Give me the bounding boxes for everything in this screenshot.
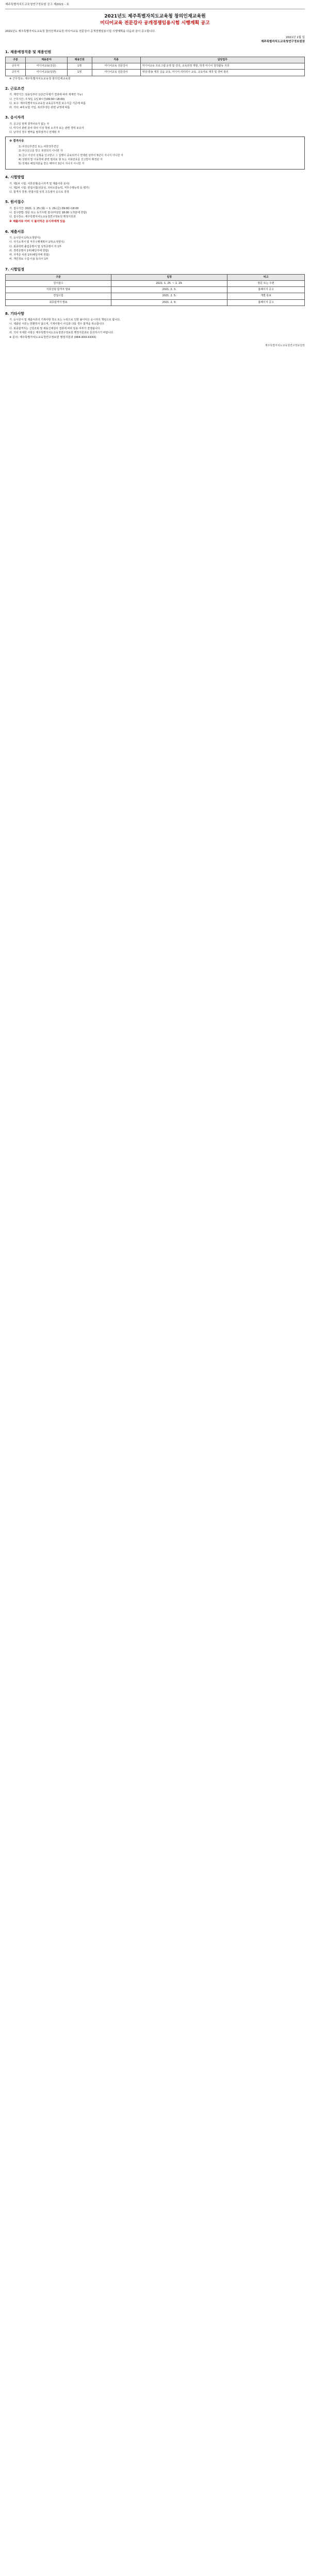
table-cell: 미디어교육 전문강사 bbox=[92, 63, 140, 70]
warning-note: ※ 제출서류 미비 시 불이익은 응시자에게 있음 bbox=[9, 220, 66, 224]
list-item: 가. 공고일 현재 결격사유가 없는 자 bbox=[9, 122, 50, 126]
table-cell: 홈페이지 공고 bbox=[227, 287, 305, 293]
table-cell: 미디어교육 프로그램 운영 및 강의, 교육과정 개발, 학생 미디어 창작활동 지원 bbox=[140, 63, 304, 70]
schedule-table bbox=[5, 274, 305, 306]
table-cell: 미디어교육 전문강사 bbox=[92, 70, 140, 76]
list-item: 나. 접수방법: 방문 또는 등기우편 접수(마감일 18:00 도착분에 한함) bbox=[9, 211, 87, 214]
notice-date: 2021년 1월 일 bbox=[286, 36, 305, 39]
notice-number: 제주특별자치도교육청연구정보원 공고 제2021 - 호 bbox=[5, 3, 305, 9]
table-header: 구분 bbox=[6, 274, 111, 280]
list-item: 라. 경력증명서 1부(해당자에 한함) bbox=[9, 249, 49, 252]
table-cell: 공무직 bbox=[6, 63, 26, 70]
table-row bbox=[6, 299, 305, 306]
list-item: 다. 접수장소: 제주특별자치도교육청연구정보원 행정지원과 bbox=[9, 215, 76, 219]
table-row bbox=[6, 70, 305, 76]
list-item: 라. 기타: 4대 보험 가입, 복리후생은 관련 규정에 따름 bbox=[9, 106, 70, 110]
list-item: 가. 계약기간: 임용일부터 1년(근무평가 결과에 따라 재계약 가능) bbox=[9, 93, 83, 97]
table-cell: 홈페이지 공고 bbox=[227, 299, 305, 306]
table-header: 직종 bbox=[92, 57, 140, 63]
list-item: 5) 징계로 해임처분을 받은 때부터 3년이 지나지 아니한 자 bbox=[19, 162, 85, 166]
table-cell: 1명 bbox=[67, 70, 92, 76]
section-heading: 7. 시험일정 bbox=[5, 267, 25, 272]
list-item: 나. 제2차 시험: 면접시험(전문성, 의사소통능력, 직무수행능력 등 평가) bbox=[9, 186, 90, 190]
table-cell: 원서접수 bbox=[6, 280, 111, 286]
table-cell: 2021. 2. 9. bbox=[111, 299, 227, 306]
table-cell: 개별 통보 bbox=[227, 293, 305, 299]
table-header: 비고 bbox=[227, 274, 305, 280]
table-cell: 서류전형 합격자 발표 bbox=[6, 287, 111, 293]
list-item: 다. 합격자 결정: 면접시험 성적 고득점자 순으로 결정 bbox=[9, 191, 69, 194]
list-item: 나. 미디어 관련 분야 학사 이상 학위 소지자 또는 관련 경력 보유자 bbox=[9, 126, 84, 130]
list-item: 가. 접수기간: 2021. 1. 25.(월) ~ 1. 29.(금) 09:00~18:00 bbox=[9, 207, 79, 210]
table-cell: 미디어교육(전문) bbox=[25, 63, 67, 70]
disqualification-box bbox=[5, 137, 305, 170]
list-item: 나. 자기소개서 및 직무수행계획서 1부(소정양식) bbox=[9, 241, 64, 244]
table-row bbox=[6, 280, 305, 286]
document-subtitle: 미디어교육 전문강사 공개경쟁임용시험 시행계획 공고 bbox=[100, 21, 210, 26]
table-cell: 2021. 2. 5. bbox=[111, 293, 227, 299]
list-item: 나. 근무시간: 주 5일, 1일 8시간(09:00~18:00) bbox=[9, 97, 65, 101]
section-heading: 6. 제출서류 bbox=[5, 229, 25, 234]
table-cell: 면접시험 bbox=[6, 293, 111, 299]
table-header: 채용분야 bbox=[25, 57, 67, 63]
list-item: 바. 개인정보 수집·이용 동의서 1부 bbox=[9, 258, 48, 261]
table-header: 채용인원 bbox=[67, 57, 92, 63]
section-heading: 4. 시험방법 bbox=[5, 175, 25, 180]
list-item: 다. 최종학력 졸업증명서 및 성적증명서 각 1부 bbox=[9, 245, 62, 248]
document-title: 2021년도 제주특별자치도교육청 창의인재교육원 bbox=[104, 13, 206, 19]
list-item: 3) 금고 이상의 실형을 선고받고 그 집행이 종료되거나 면제된 날부터 5년이 지나지 아니한 자 bbox=[19, 154, 123, 157]
table-cell: 방문 또는 우편 bbox=[227, 280, 305, 286]
list-item: 라. 기타 자세한 사항은 제주특별자치도교육청연구정보원 행정지원과로 문의하시기 바랍니다. bbox=[9, 331, 114, 334]
table-cell: 최종합격자 발표 bbox=[6, 299, 111, 306]
section-heading: 5. 원서접수 bbox=[5, 200, 25, 205]
table-cell: 2021. 1. 25. ~ 1. 29. bbox=[111, 280, 227, 286]
intro-text: 2021년도 제주특별자치도교육청 창의인재교육원 미디어교육 전문강사 공개경쟁임용시험 시행계획을 다음과 같이 공고합니다. bbox=[5, 30, 156, 33]
section-note: ※ 근무장소: 제주특별자치도교육청 창의인재교육원 bbox=[9, 77, 71, 80]
table-cell: 2021. 2. 3. bbox=[111, 287, 227, 293]
list-item: 가. 응시원서 1부(소정양식) bbox=[9, 236, 41, 240]
table-header: 담당업무 bbox=[140, 57, 304, 63]
table-row bbox=[6, 63, 305, 70]
table-row bbox=[6, 293, 305, 299]
list-item: 다. 남자의 경우 병역을 필하였거나 면제된 자 bbox=[9, 131, 60, 134]
footer-organization: 제주특별자치도교육청연구정보원장 bbox=[265, 344, 305, 347]
list-item: 가. 응시원서 및 제출서류의 기재사항 착오 또는 누락으로 인한 불이익은 응시자의 책임으로 합니다. bbox=[9, 318, 121, 322]
table-cell: 영상·방송 제작 실습 교육, 미디어 리터러시 교육, 교육자료 제작 및 장비 관리 bbox=[140, 70, 304, 76]
issuing-organization: 제주특별자치도교육청연구정보원장 bbox=[260, 40, 305, 43]
list-item: 다. 최종합격자는 신원조회 및 채용신체검사 결과에 따라 임용 여부가 결정됩니다. bbox=[9, 327, 101, 330]
section-heading: 2. 근로조건 bbox=[5, 87, 25, 91]
list-item: 1) 피성년후견인 또는 피한정후견인 bbox=[19, 145, 59, 149]
list-item: 마. 자격증 사본 1부(해당자에 한함) bbox=[9, 253, 50, 257]
table-cell: 미디어교육(일반) bbox=[25, 70, 67, 76]
list-item: 가. 제1차 시험: 서류전형(응시자격 및 제출서류 심사) bbox=[9, 182, 70, 185]
list-item: 4) 성범죄 및 아동학대 관련 범죄로 형 또는 치료감호를 선고받아 확정된 자 bbox=[19, 158, 103, 161]
table-header: 일정 bbox=[111, 274, 227, 280]
table-cell: 공무직 bbox=[6, 70, 26, 76]
section-heading: 8. 기타사항 bbox=[5, 311, 25, 316]
box-title: ※ 결격사유 bbox=[9, 140, 24, 143]
contact-note: ※ 문의: 제주특별자치도교육청연구정보원 행정지원과 (064-XXX-XXXX) bbox=[9, 336, 96, 340]
recruitment-table bbox=[5, 57, 305, 76]
section-heading: 1. 채용예정직종 및 채용인원 bbox=[5, 49, 52, 54]
table-row bbox=[6, 287, 305, 293]
table-cell: 1명 bbox=[67, 63, 92, 70]
section-heading: 3. 응시자격 bbox=[5, 115, 25, 120]
table-header: 구분 bbox=[6, 57, 26, 63]
title-block bbox=[5, 13, 305, 27]
list-item: 나. 제출된 서류는 반환하지 않으며, 기재사항이 사실과 다를 경우 합격을 취소합니다. bbox=[9, 323, 105, 326]
list-item: 다. 보수: 제주특별자치도교육청 교육공무직원 보수지급 기준에 따름 bbox=[9, 101, 86, 105]
list-item: 2) 파산선고를 받고 복권되지 아니한 자 bbox=[19, 149, 63, 153]
